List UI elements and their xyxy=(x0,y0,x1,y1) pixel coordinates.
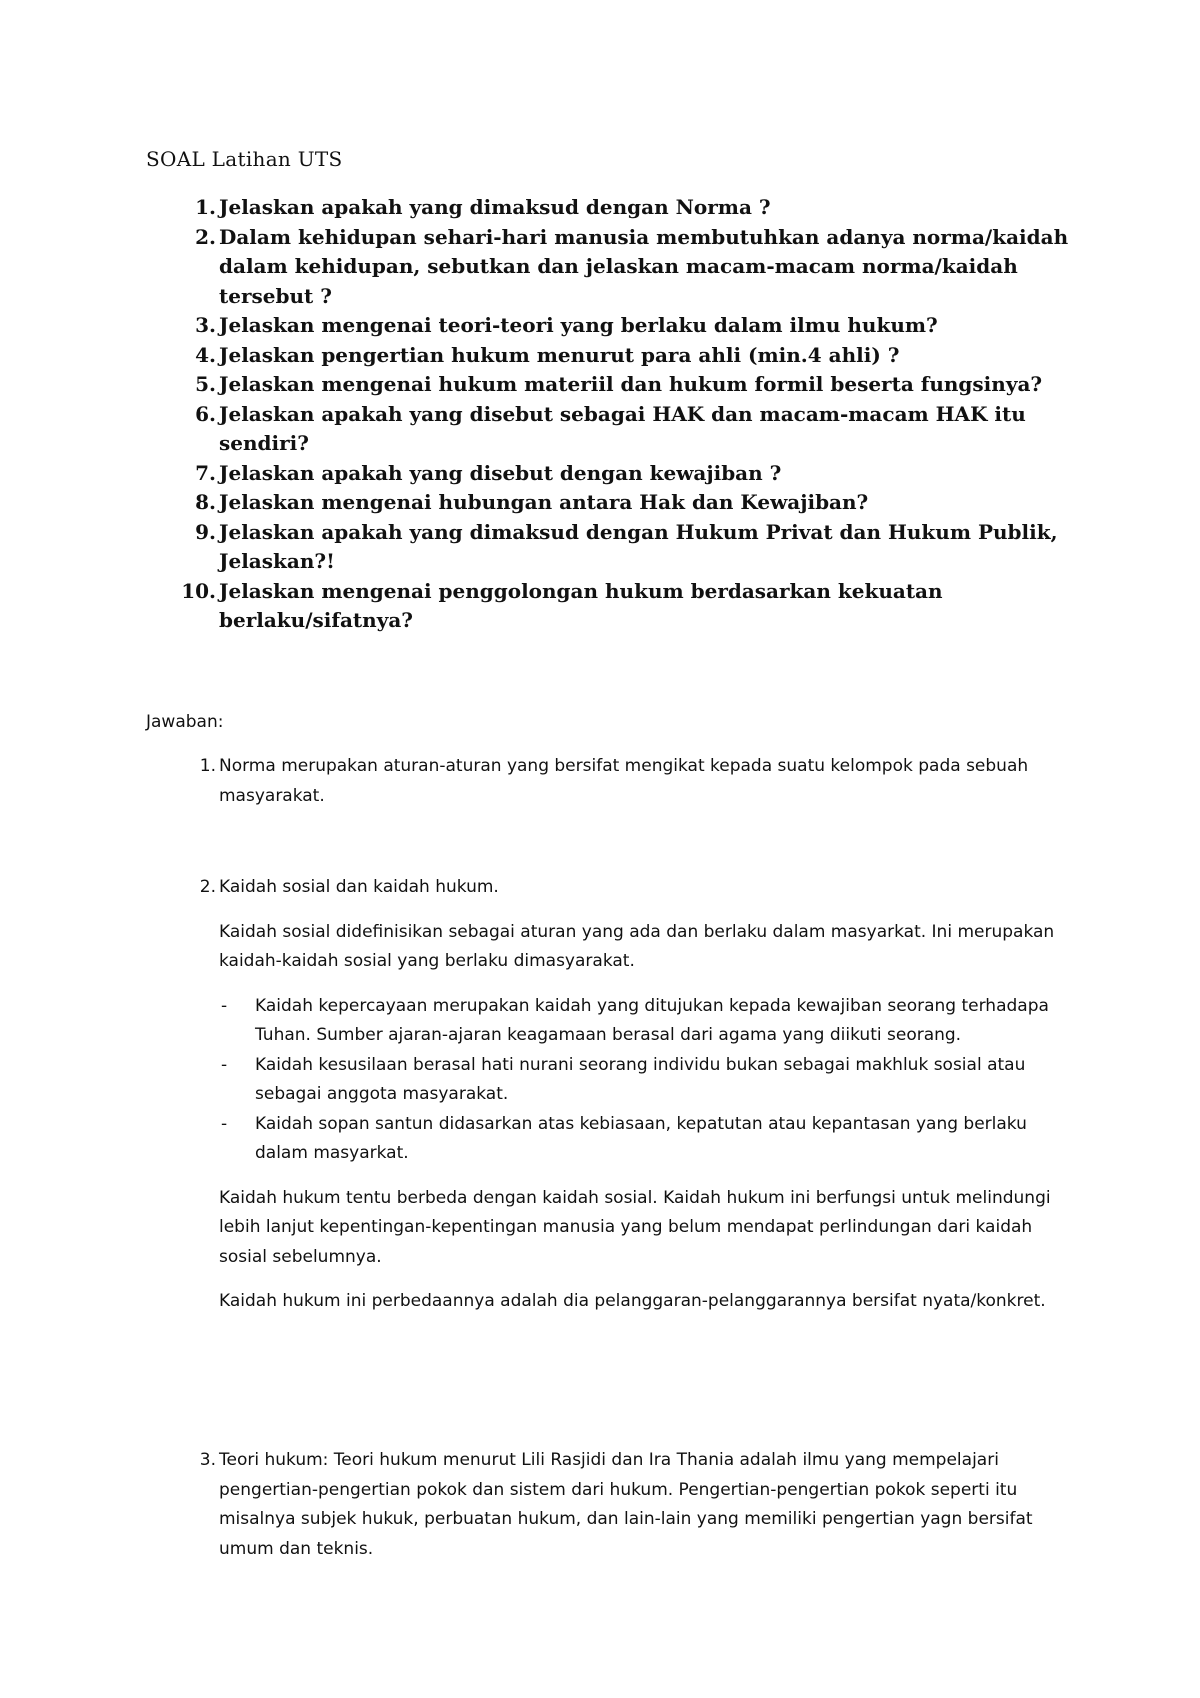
answer-3 xyxy=(146,1446,1066,1564)
document-title: SOAL Latihan UTS xyxy=(146,147,343,171)
answer-1 xyxy=(146,752,1066,811)
bullet-item xyxy=(219,992,1066,1051)
question-item xyxy=(146,518,1086,577)
question-number: 10. xyxy=(181,578,216,603)
answer-bullet-list xyxy=(219,992,1066,1169)
question-text: Jelaskan mengenai hubungan antara Hak dan Kewajiban? xyxy=(219,490,869,514)
question-text: Jelaskan apakah yang disebut sebagai HAK dan macam-macam HAK itu sendiri? xyxy=(219,401,1026,455)
question-text: Jelaskan mengenai penggolongan hukum berdasarkan kekuatan berlaku/sifatnya? xyxy=(219,578,943,632)
question-list xyxy=(146,193,1086,636)
question-text: Jelaskan mengenai teori-teori yang berlaku dalam ilmu hukum? xyxy=(219,313,938,337)
bullet-text: Kaidah kesusilaan berasal hati nurani seorang individu bukan sebagai makhluk sosial atau sebagai anggota masyarakat. xyxy=(255,1054,1026,1104)
question-text: Jelaskan mengenai hukum materiil dan hukum formil beserta fungsinya? xyxy=(219,372,1043,396)
question-text: Jelaskan pengertian hukum menurut para ahli (min.4 ahli) ? xyxy=(219,342,900,367)
question-number: 2. xyxy=(195,224,216,249)
question-item xyxy=(146,311,1086,341)
answer-2 xyxy=(146,873,1066,1317)
question-text: Jelaskan apakah yang disebut dengan kewajiban ? xyxy=(219,460,782,485)
bullet-item xyxy=(219,1051,1066,1110)
question-text: Jelaskan apakah yang dimaksud dengan Hukum Privat dan Hukum Publik, Jelaskan?! xyxy=(219,519,1058,573)
answer-heading: Kaidah sosial dan kaidah hukum. xyxy=(219,877,499,897)
answers-label: Jawaban: xyxy=(146,712,224,732)
answer-paragraph: Kaidah hukum ini perbedaannya adalah dia pelanggaran-pelanggarannya bersifat nyata/konkret. xyxy=(219,1291,1046,1311)
question-item xyxy=(146,341,1086,371)
question-number: 8. xyxy=(195,490,216,514)
bullet-text: Kaidah kepercayaan merupakan kaidah yang ditujukan kepada kewajiban seorang terhadapa Tuhan. Sumber ajaran-ajaran keagamaan berasal dari agama yang diikuti seorang. xyxy=(255,995,1049,1045)
question-text: Dalam kehidupan sehari-hari manusia membutuhkan adanya norma/kaidah dalam kehidupan, sebutkan dan jelaskan macam-macam norma/kaidah tersebut ? xyxy=(219,224,1069,308)
question-item xyxy=(146,193,1086,223)
answer-text: Teori hukum: Teori hukum menurut Lili Rasjidi dan Ira Thania adalah ilmu yang mempelajari pengertian-pengertian pokok dan sistem dari hukum. Pengertian-pengertian pokok seperti itu misalnya subjek hukuk, perbuatan hukum, dan lain-lain yang memiliki pengertian yagn bersifat umum dan teknis. xyxy=(219,1450,1033,1559)
answer-number: 1. xyxy=(199,756,216,776)
answer-text: Norma merupakan aturan-aturan yang bersifat mengikat kepada suatu kelompok pada sebuah masyarakat. xyxy=(219,756,1029,806)
answer-paragraph: Kaidah hukum tentu berbeda dengan kaidah sosial. Kaidah hukum ini berfungsi untuk melindungi lebih lanjut kepentingan-kepentingan manusia yang belum mendapat perlindungan dari kaidah sosial sebelumnya. xyxy=(219,1187,1051,1267)
question-text: Jelaskan apakah yang dimaksud dengan Norma ? xyxy=(219,195,771,219)
bullet-item xyxy=(219,1110,1066,1169)
question-item xyxy=(146,577,1086,636)
bullet-dash: - xyxy=(221,995,228,1016)
question-number: 4. xyxy=(195,342,216,367)
question-number: 7. xyxy=(195,460,216,485)
question-item xyxy=(146,223,1086,312)
question-number: 9. xyxy=(195,519,216,544)
question-item xyxy=(146,459,1086,489)
question-item xyxy=(146,400,1086,459)
bullet-dash: - xyxy=(221,1054,228,1075)
question-number: 5. xyxy=(195,372,216,396)
question-number: 1. xyxy=(195,195,216,219)
bullet-dash: - xyxy=(221,1113,228,1134)
answer-number: 2. xyxy=(199,877,216,897)
question-number: 3. xyxy=(195,313,216,337)
bullet-text: Kaidah sopan santun didasarkan atas kebiasaan, kepatutan atau kepantasan yang berlaku dalam masyarkat. xyxy=(255,1113,1027,1163)
question-number: 6. xyxy=(195,401,216,426)
question-item xyxy=(146,488,1086,518)
question-item xyxy=(146,370,1086,400)
answer-paragraph: Kaidah sosial didefinisikan sebagai aturan yang ada dan berlaku dalam masyarkat. Ini merupakan kaidah-kaidah sosial yang berlaku dimasyarakat. xyxy=(219,921,1055,971)
answer-number: 3. xyxy=(199,1450,216,1470)
